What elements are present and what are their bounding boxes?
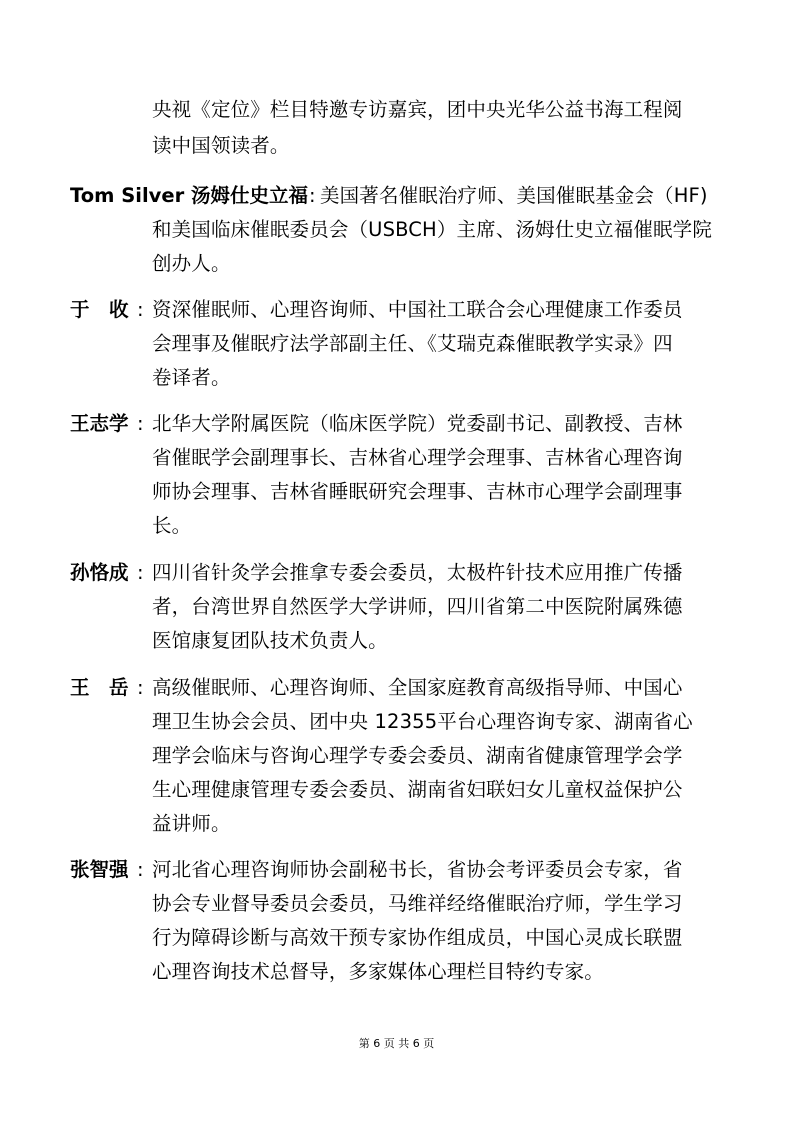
entry-line: 资深催眠师、心理咨询师、中国社工联合会心理健康工作委员 <box>152 298 683 321</box>
intro-line-2: 读中国领读者。 <box>152 134 290 157</box>
entry-line: 卷译者。 <box>152 366 231 389</box>
entry-name-yu-shou: 于 收 <box>70 298 129 321</box>
entry-line: 四川省针灸学会推拿专委会委员，太极杵针技术应用推广传播 <box>152 561 683 584</box>
entry-line: 理学会临床与咨询心理学专委会委员、湖南省健康管理学会学 <box>152 744 683 767</box>
page-footer: 第 6 页 共 6 页 <box>358 1037 435 1050</box>
entry-colon: : <box>309 184 316 207</box>
entry-line: 行为障碍诊断与高效干预专家协作组成员，中国心灵成长联盟 <box>152 926 683 949</box>
entry-line: 省催眠学会副理事长、吉林省心理学会理事、吉林省心理咨询 <box>152 446 683 469</box>
entry-line: 心理咨询技术总督导，多家媒体心理栏目特约专家。 <box>152 960 604 983</box>
entry-colon: : <box>137 676 144 699</box>
entry-line: 者，台湾世界自然医学大学讲师，四川省第二中医院附属殊德 <box>152 595 683 618</box>
entry-line: 高级催眠师、心理咨询师、全国家庭教育高级指导师、中国心 <box>152 676 683 699</box>
entry-line: 美国著名催眠治疗师、美国催眠基金会（HF) <box>320 184 708 207</box>
intro-line-1: 央视《定位》栏目特邀专访嘉宾，团中央光华公益书海工程阅 <box>152 98 683 121</box>
entry-line: 理卫生协会会员、团中央 12355平台心理咨询专家、湖南省心 <box>152 710 693 733</box>
entry-colon: : <box>137 298 144 321</box>
entry-line: 师协会理事、吉林省睡眠研究会理事、吉林市心理学会副理事 <box>152 480 683 503</box>
entry-colon: : <box>137 412 144 435</box>
entry-name-zhang-zhiqiang: 张智强 <box>70 858 129 881</box>
entry-colon: : <box>137 561 144 584</box>
entry-colon: : <box>137 858 144 881</box>
entry-name-sun-kecheng: 孙恪成 <box>70 561 129 584</box>
entry-line: 生心理健康管理专委会委员、湖南省妇联妇女儿童权益保护公 <box>152 778 683 801</box>
entry-name-tom-silver: Tom Silver 汤姆仕史立福 <box>70 184 308 207</box>
entry-line: 医馆康复团队技术负责人。 <box>152 629 388 652</box>
entry-line: 长。 <box>152 514 192 537</box>
entry-line: 会理事及催眠疗法学部副主任、《艾瑞克森催眠教学实录》四 <box>152 332 673 355</box>
entry-line: 协会专业督导委员会委员，马维祥经络催眠治疗师，学生学习 <box>152 892 683 915</box>
entry-line: 和美国临床催眠委员会（USBCH）主席、汤姆仕史立福催眠学院 <box>152 218 712 241</box>
entry-line: 创办人。 <box>152 252 231 275</box>
entry-line: 北华大学附属医院（临床医学院）党委副书记、副教授、吉林 <box>152 412 683 435</box>
entry-name-wang-yue: 王 岳 <box>70 676 129 699</box>
entry-line: 益讲师。 <box>152 812 231 835</box>
entry-name-wang-zhixue: 王志学 <box>70 412 129 435</box>
entry-line: 河北省心理咨询师协会副秘书长，省协会考评委员会专家，省 <box>152 858 683 881</box>
